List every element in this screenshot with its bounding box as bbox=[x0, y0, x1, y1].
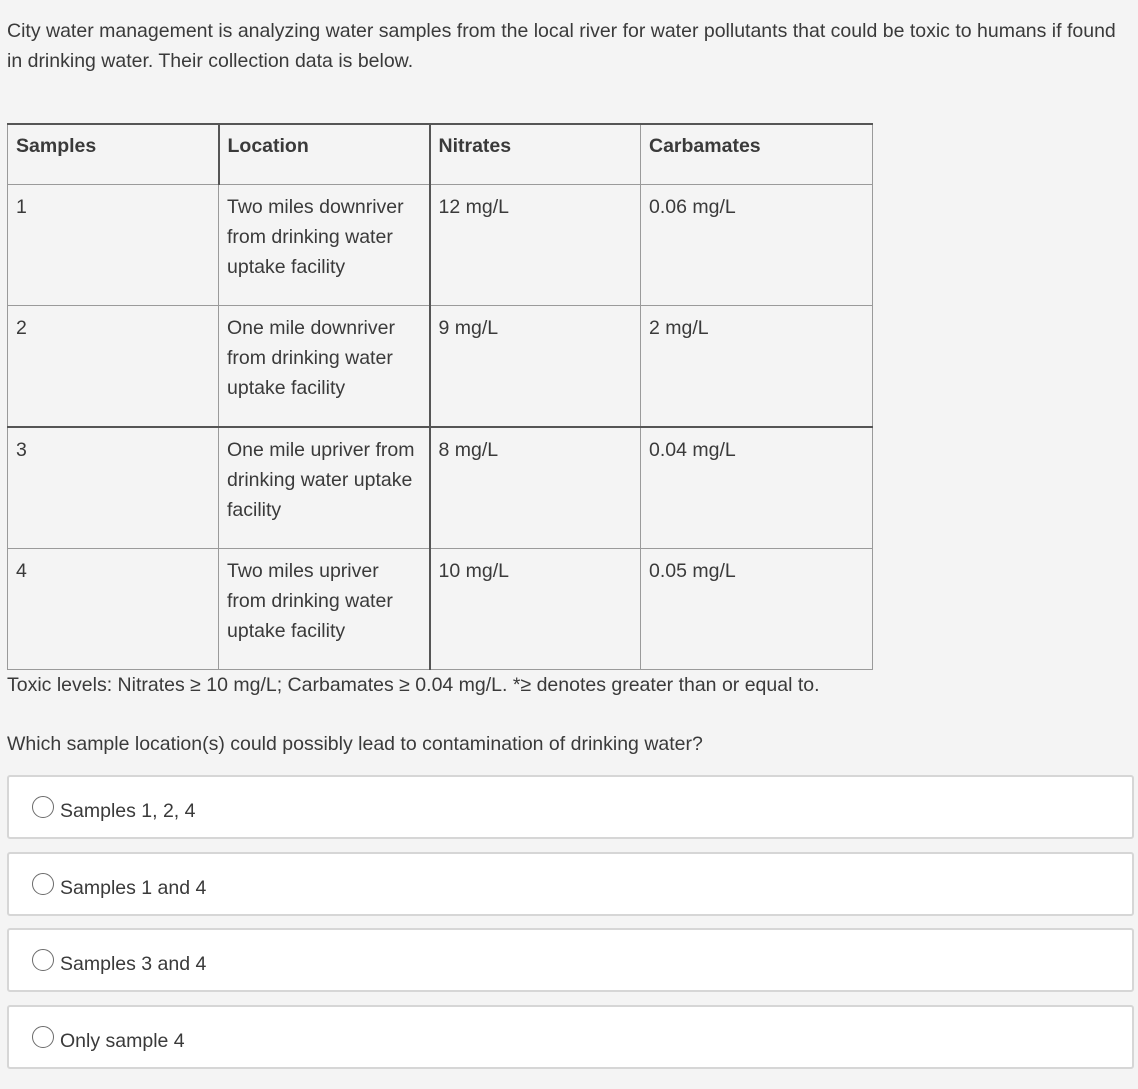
cell-location: Two miles upriver from drinking water uptake facility bbox=[219, 549, 430, 670]
radio-button-icon[interactable] bbox=[32, 873, 54, 895]
answer-option-2[interactable] bbox=[7, 852, 1134, 916]
cell-nitrates: 10 mg/L bbox=[430, 549, 641, 670]
cell-nitrates: 8 mg/L bbox=[430, 427, 641, 549]
cell-sample: 4 bbox=[8, 549, 219, 670]
answer-option-label: Only sample 4 bbox=[60, 1030, 185, 1052]
toxic-levels-note: Toxic levels: Nitrates ≥ 10 mg/L; Carbamates ≥ 0.04 mg/L. *≥ denotes greater than or equal to. bbox=[7, 674, 820, 696]
radio-button-icon[interactable] bbox=[32, 796, 54, 818]
table-header-row bbox=[8, 124, 873, 185]
question-intro: City water management is analyzing water samples from the local river for water pollutants that could be toxic to humans if found in drinking water. Their collection data is below. bbox=[7, 20, 1116, 72]
table-row bbox=[8, 306, 873, 428]
header-nitrates: Nitrates bbox=[430, 124, 641, 185]
cell-carbamates: 2 mg/L bbox=[641, 306, 873, 428]
header-location: Location bbox=[219, 124, 430, 185]
answer-option-label: Samples 1 and 4 bbox=[60, 877, 207, 899]
table-row bbox=[8, 427, 873, 549]
table-row bbox=[8, 185, 873, 306]
cell-nitrates: 9 mg/L bbox=[430, 306, 641, 428]
question-prompt: Which sample location(s) could possibly lead to contamination of drinking water? bbox=[7, 733, 703, 755]
cell-location: One mile upriver from drinking water uptake facility bbox=[219, 427, 430, 549]
collection-data-table bbox=[7, 123, 873, 670]
cell-location: One mile downriver from drinking water uptake facility bbox=[219, 306, 430, 428]
cell-sample: 2 bbox=[8, 306, 219, 428]
cell-sample: 3 bbox=[8, 427, 219, 549]
cell-carbamates: 0.06 mg/L bbox=[641, 185, 873, 306]
cell-location: Two miles downriver from drinking water uptake facility bbox=[219, 185, 430, 306]
header-carbamates: Carbamates bbox=[641, 124, 873, 185]
cell-nitrates: 12 mg/L bbox=[430, 185, 641, 306]
header-samples: Samples bbox=[8, 124, 219, 185]
cell-carbamates: 0.04 mg/L bbox=[641, 427, 873, 549]
answer-option-3[interactable] bbox=[7, 928, 1134, 992]
answer-option-label: Samples 3 and 4 bbox=[60, 953, 207, 975]
cell-sample: 1 bbox=[8, 185, 219, 306]
cell-carbamates: 0.05 mg/L bbox=[641, 549, 873, 670]
table-row bbox=[8, 549, 873, 670]
radio-button-icon[interactable] bbox=[32, 949, 54, 971]
radio-button-icon[interactable] bbox=[32, 1026, 54, 1048]
answer-option-4[interactable] bbox=[7, 1005, 1134, 1069]
answer-option-1[interactable] bbox=[7, 775, 1134, 839]
answer-option-label: Samples 1, 2, 4 bbox=[60, 800, 196, 822]
